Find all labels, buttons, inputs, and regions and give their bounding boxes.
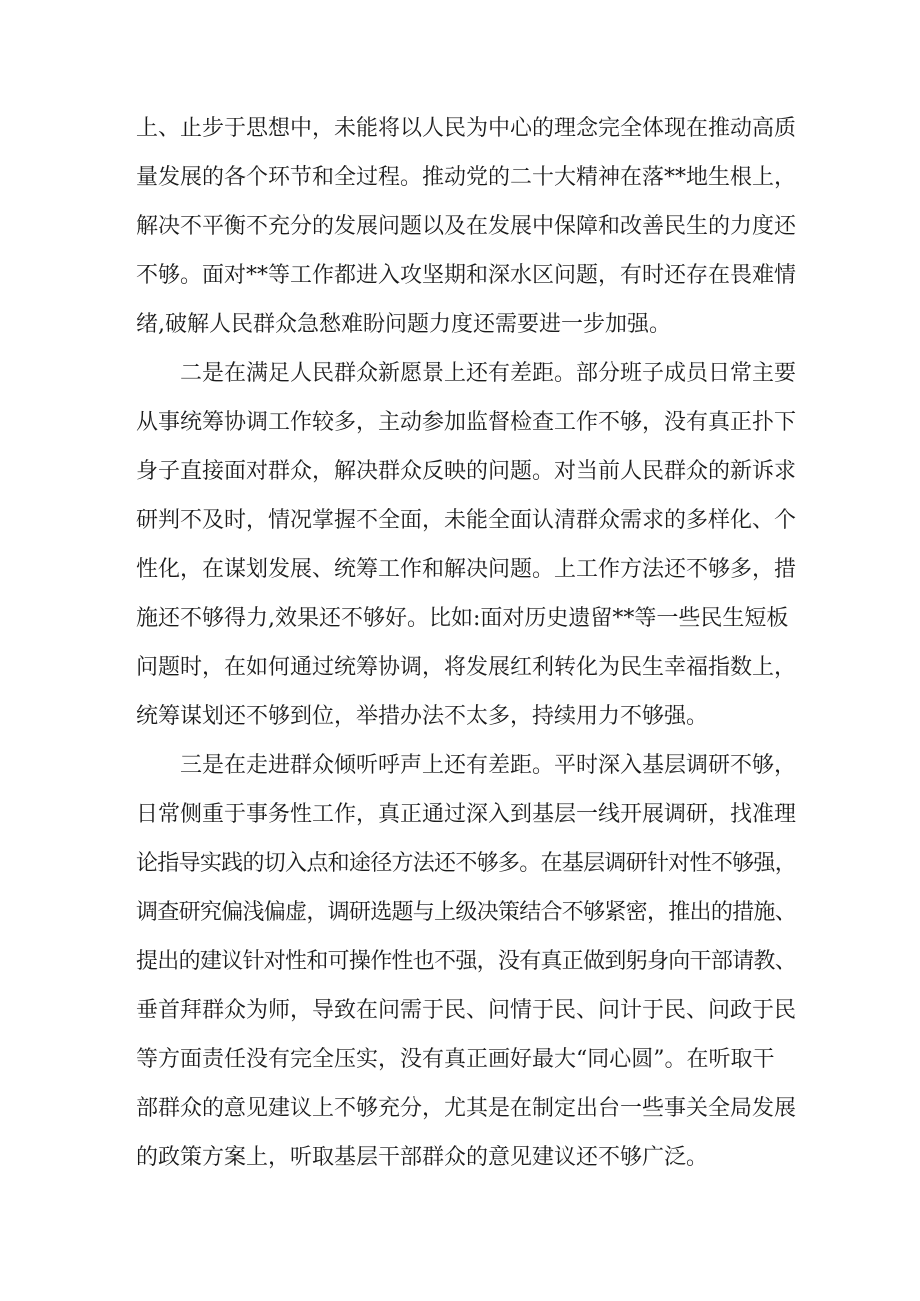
paragraph-3-line-6: 垂首拜群众为师，导致在问需于民、问情于民、问计于民、问政于民 bbox=[136, 998, 797, 1023]
paragraph-3-line-7: 等方面责任没有完全压实，没有真正画好最大“同心圆”。在听取干 bbox=[136, 1047, 775, 1072]
paragraph-3-line-2: 日常侧重于事务性工作，真正通过深入到基层一线开展调研，找准理 bbox=[136, 802, 797, 827]
paragraph-3-line-5: 提出的建议针对性和可操作性也不强，没有真正做到躬身向干部请教、 bbox=[136, 949, 796, 974]
paragraph-2-line-2: 从事统筹协调工作较多，主动参加监督检查工作不够，没有真正扑下 bbox=[136, 410, 797, 435]
paragraph-2-line-3: 身子直接面对群众，解决群众反映的问题。对当前人民群众的新诉求 bbox=[136, 459, 797, 484]
paragraph-1-line-5: 绪,破解人民群众急愁难盼问题力度还需要进一步加强。 bbox=[136, 312, 671, 337]
paragraph-3-line-4: 调查研究偏浅偏虚，调研选题与上级决策结合不够紧密，推出的措施、 bbox=[136, 900, 796, 925]
paragraph-1-line-1: 上、止步于思想中，未能将以人民为中心的理念完全体现在推动高质 bbox=[136, 116, 797, 141]
paragraph-3-line-1: 三是在走进群众倾听呼声上还有差距。平时深入基层调研不够， bbox=[180, 753, 797, 778]
paragraph-3-line-3: 论指导实践的切入点和途径方法还不够多。在基层调研针对性不够强， bbox=[136, 851, 796, 876]
paragraph-1-line-2: 量发展的各个环节和全过程。推动党的二十大精神在落**地生根上， bbox=[136, 165, 797, 190]
paragraph-2-line-5: 性化，在谋划发展、统筹工作和解决问题。上工作方法还不够多，措 bbox=[136, 557, 797, 582]
paragraph-2-line-6: 施还不够得力,效果还不够好。比如:面对历史遗留**等一些民生短板 bbox=[136, 606, 789, 631]
paragraph-3-line-9: 的政策方案上，听取基层干部群众的意见建议还不够广泛。 bbox=[136, 1145, 709, 1170]
paragraph-3-line-8: 部群众的意见建议上不够充分，尤其是在制定出台一些事关全局发展 bbox=[136, 1096, 797, 1121]
paragraph-2-line-8: 统筹谋划还不够到位，举措办法不太多，持续用力不够强。 bbox=[136, 704, 709, 729]
paragraph-2-line-1: 二是在满足人民群众新愿景上还有差距。部分班子成员日常主要 bbox=[180, 361, 797, 386]
paragraph-1-line-4: 不够。面对**等工作都进入攻坚期和深水区问题，有时还存在畏难情 bbox=[136, 263, 797, 288]
paragraph-2-line-7: 问题时，在如何通过统筹协调，将发展红利转化为民生幸福指数上， bbox=[136, 655, 797, 680]
paragraph-1-line-3: 解决不平衡不充分的发展问题以及在发展中保障和改善民生的力度还 bbox=[136, 214, 797, 239]
paragraph-2-line-4: 研判不及时，情况掌握不全面，未能全面认清群众需求的多样化、个 bbox=[136, 508, 797, 533]
